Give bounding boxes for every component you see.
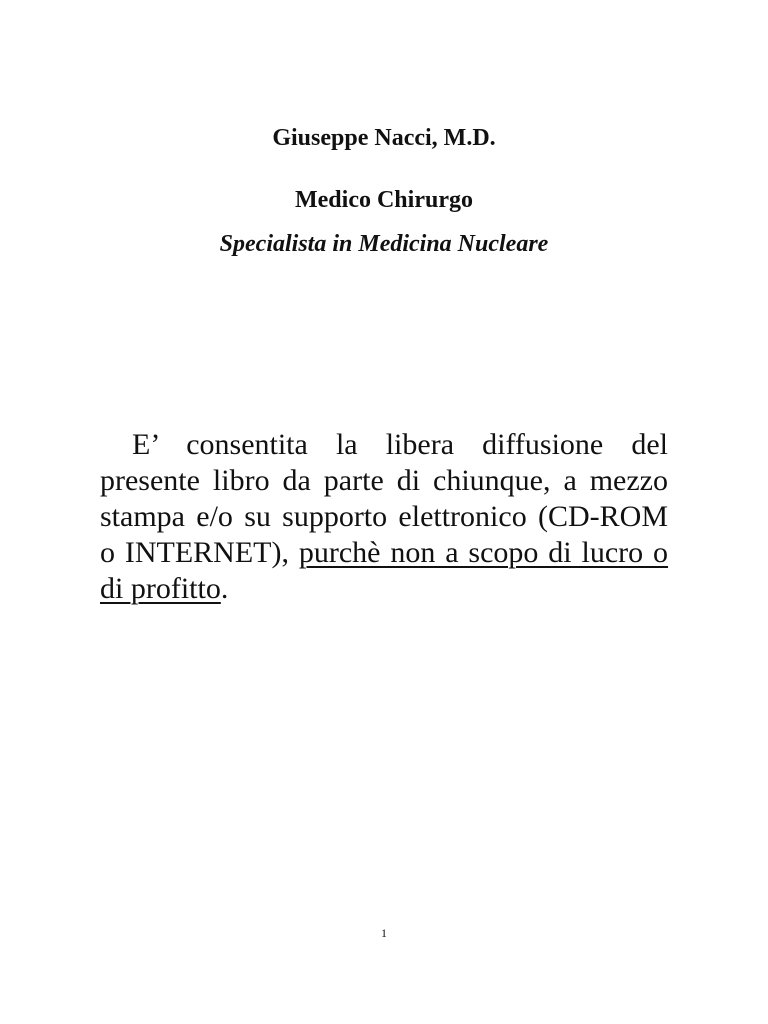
- license-notice-text: E’ consentita la libera diffusione del presente libro da parte di chiunque, a mezzo stampa e/o su supporto elettronico (CD-ROM o INTERNET),: [100, 428, 668, 569]
- license-notice-end: .: [220, 572, 229, 605]
- license-notice: [100, 427, 668, 607]
- author-role: Medico Chirurgo: [295, 187, 473, 213]
- author-name: Giuseppe Nacci, M.D.: [272, 125, 496, 151]
- author-specialty: Specialista in Medicina Nucleare: [219, 231, 549, 257]
- page-number: 1: [381, 926, 387, 940]
- license-notice-condition: purchè non a scopo di lucro o di profitto: [100, 536, 669, 605]
